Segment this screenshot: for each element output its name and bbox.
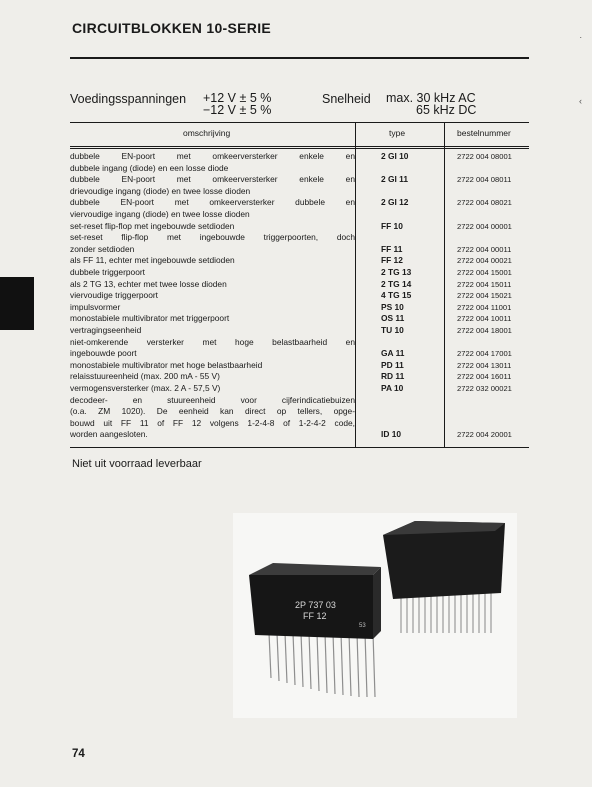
top-rule [70,57,529,59]
row-order-number: 2722 004 20001 [457,430,512,440]
row-description-line: viervoudige ingang (diode) en twee losse dioden [70,208,250,219]
row-type: ID 10 [381,429,402,440]
photo-illustration [233,513,517,718]
row-type: 2 TG 13 [381,267,412,277]
row-description-line: decodeer- en stuureenheid voor cijferindicatiebuizen [70,394,355,405]
module-label-line1: 2P 737 03 [295,600,336,610]
page-number: 74 [72,748,85,760]
row-description-line: dubbele EN-poort met omkeerversterker dubbele en [70,197,355,208]
header-type: type [389,128,406,138]
row-type: TU 10 [381,325,404,335]
row-order-number: 2722 004 18001 [457,326,512,335]
row-description-line: impulsvormer [70,301,121,312]
row-description-line: monostabiele multivibrator met triggerpoort [70,313,230,324]
rear-module [383,521,505,633]
table-header-rule-double [70,148,529,149]
column-separator [444,122,445,447]
row-type: RD 11 [381,371,405,382]
row-description-line: dubbele ingang (diode) en een losse diode [70,162,229,173]
table-header-rule [70,146,529,147]
row-type: 2 GI 10 [381,151,409,161]
row-order-number: 2722 004 00021 [457,256,512,266]
header-description: omschrijving [183,128,231,138]
row-order-number: 2722 004 15021 [457,291,512,301]
row-type: 4 TG 15 [381,290,412,301]
row-description-line: niet-omkerende versterker met hoge belastbaarheid en [70,336,355,347]
row-type: OS 11 [381,313,405,324]
row-description-line: als 2 TG 13, echter met twee losse dioden [70,278,227,289]
header-order-number: bestelnummer [457,128,511,138]
front-module [249,563,381,697]
row-order-number: 2722 004 08001 [457,152,512,161]
page-title: CIRCUITBLOKKEN 10-SERIE [72,20,272,36]
table-top-rule [70,122,529,123]
row-description-line: set-reset flip-flop met ingebouwde setdioden [70,220,235,231]
supply-positive: +12 V ± 5 % [203,91,272,105]
module-label-small: 53 [359,623,366,629]
row-order-number: 2722 004 10011 [457,314,512,324]
row-order-number: 2722 004 00001 [457,221,512,231]
supply-label: Voedingsspanningen [70,92,187,106]
row-type: FF 10 [381,220,403,231]
row-description-line: vertragingseenheid [70,325,142,335]
row-description-line: dubbele EN-poort met omkeerversterker enkele en [70,151,355,161]
row-type: FF 11 [381,243,403,254]
row-description-line: als FF 11, echter met ingebouwde setdioden [70,255,235,266]
row-type: 2 GI 12 [381,197,409,208]
section-tab-marker [0,277,34,330]
row-type: PA 10 [381,383,404,393]
row-description-line: set-reset flip-flop met ingebouwde triggerpoorten, doch [70,232,355,243]
row-order-number: 2722 004 11001 [457,302,512,312]
supply-negative: −12 V ± 5 % [203,103,272,117]
row-type: 2 GI 11 [381,174,409,185]
row-order-number: 2722 004 13011 [457,360,512,370]
row-description-line: ingebouwde poort [70,348,137,359]
row-description-line: zonder setdioden [70,243,135,254]
row-order-number: 2722 004 00011 [457,244,512,254]
row-order-number: 2722 004 17001 [457,349,512,359]
row-description-line: vermogensversterker (max. 2 A - 57,5 V) [70,383,221,393]
column-separator [355,122,356,447]
row-description-line: viervoudige triggerpoort [70,290,158,301]
speed-label: Snelheid [322,92,371,106]
row-order-number: 2722 032 00021 [457,384,512,393]
row-type: PS 10 [381,301,404,312]
row-description-line: drievoudige ingang (diode) en twee losse dioden [70,185,251,196]
row-order-number: 2722 004 15001 [457,268,512,277]
margin-mark: . [579,30,582,40]
row-description-line: dubbele triggerpoort [70,267,145,277]
row-order-number: 2722 004 08021 [457,198,512,208]
row-type: GA 11 [381,348,405,359]
speed-dc: 65 kHz DC [416,103,477,117]
module-label-line2: FF 12 [303,611,327,621]
speed-ac: max. 30 kHz AC [386,91,476,105]
row-description-line: monostabiele multivibrator met hoge belastbaarheid [70,359,263,370]
table-bottom-rule [70,447,529,448]
row-description-line: dubbele EN-poort met omkeerversterker enkele en [70,174,355,185]
product-photo [233,513,517,718]
row-description-line: worden aangesloten. [70,429,148,440]
row-order-number: 2722 004 16011 [457,372,512,382]
row-description-line: bouwd uit FF 11 of FF 12 volgens 1-2-4-8 of 1-2-4-2 code, [70,417,355,428]
row-type: PD 11 [381,359,404,370]
row-description-line: (o.a. ZM 1020). De eenheid kan direct op tellers, opge- [70,406,355,417]
footnote: Niet uit voorraad leverbaar [72,458,202,470]
margin-mark: ‹ [579,96,582,106]
row-type: 2 TG 14 [381,278,412,289]
row-description-line: relaisstuureenheid (max. 200 mA - 55 V) [70,371,220,382]
row-order-number: 2722 004 08011 [457,175,512,185]
row-type: FF 12 [381,255,403,266]
row-order-number: 2722 004 15011 [457,279,512,289]
